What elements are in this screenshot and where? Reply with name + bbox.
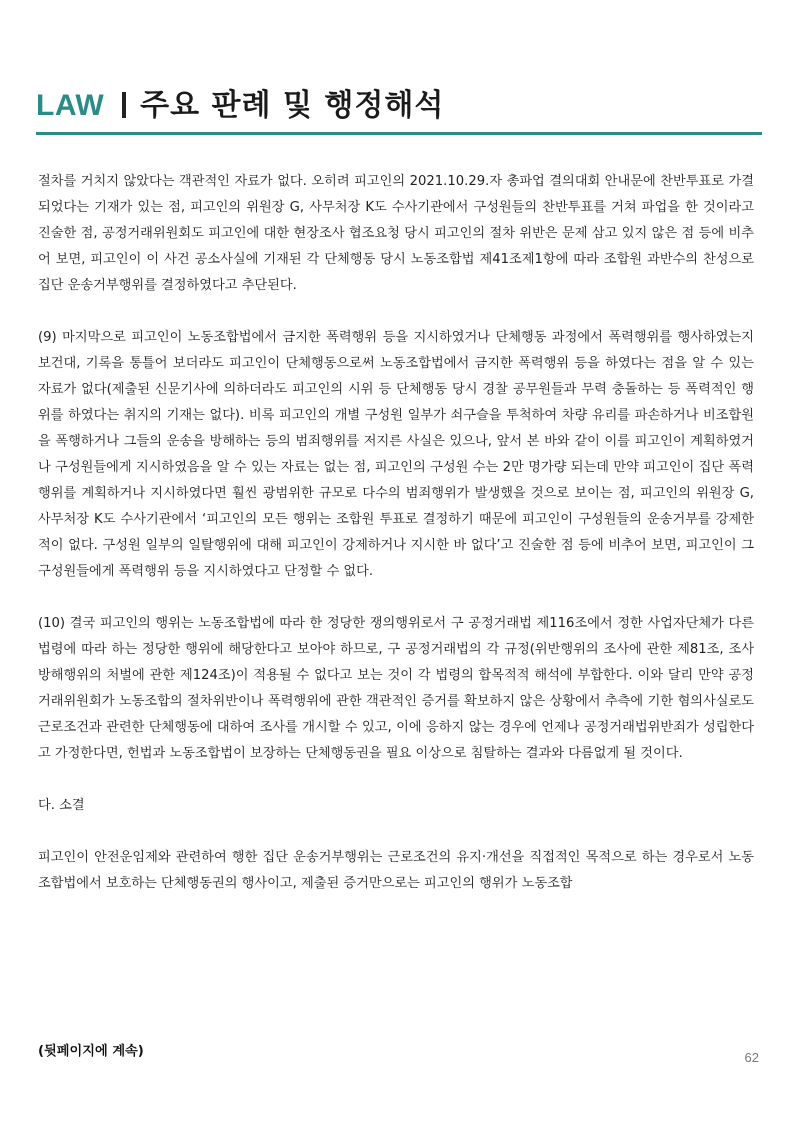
paragraph-4: 피고인이 안전운임제와 관련하여 행한 집단 운송거부행위는 근로조건의 유지·개선을 직접적인 목적으로 하는 경우로서 노동조합법에서 보호하는 단체행동권의 행사이고, 제출된 증거만으로는 피고인의 행위가 노동조합 bbox=[38, 850, 754, 891]
paragraph-1: 절차를 거치지 않았다는 객관적인 자료가 없다. 오히려 피고인의 2021.10.29.자 총파업 결의대회 안내문에 찬반투표로 가결되었다는 기재가 있는 점, 피고인의 위원장 G, 사무처장 K도 수사기관에서 구성원들의 찬반투표를 거쳐 파업을 한 것이라고 진술한 점, 공정거래위원회도 피고인에 대한 현장조사 협조요청 당시 피고인의 절차 위반은 문제 삼고 있지 않은 점 등에 비추어 보면, 피고인이 이 사건 공소사실에 기재된 각 단체행동 당시 노동조합법 제41조제1항에 따라 조합원 과반수의 찬성으로 집단 운송거부행위를 결정하였다고 추단된다. bbox=[38, 174, 754, 293]
header-separator bbox=[122, 92, 126, 118]
law-label: LAW bbox=[36, 89, 105, 122]
paragraph-gap bbox=[38, 819, 754, 845]
paragraph-gap bbox=[38, 299, 754, 325]
paragraph-gap bbox=[38, 585, 754, 611]
subheading-conclusion: 다. 소결 bbox=[38, 798, 85, 813]
paragraph-3: (10) 결국 피고인의 행위는 노동조합법에 따라 한 정당한 쟁의행위로서 구 공정거래법 제116조에서 정한 사업자단체가 다른 법령에 따라 하는 정당한 행위에 해당한다고 보아야 하므로, 구 공정거래법의 각 규정(위반행위의 조사에 관한 제81조, 조사방해행위의 처벌에 관한 제124조)이 적용될 수 없다고 보는 것이 각 법령의 합목적적 해석에 부합한다. 이와 달리 만약 공정거래위원회가 노동조합의 절차위반이나 폭력행위에 관한 객관적인 증거를 확보하지 않은 상황에서 추측에 기한 혐의사실로도 근로조건과 관련한 단체행동에 대하여 조사를 개시할 수 있고, 이에 응하지 않는 경우에 언제나 공정거래법위반죄가 성립한다고 가정한다면, 헌법과 노동조합법이 보장하는 단체행동권을 필요 이상으로 침탈하는 결과와 다름없게 될 것이다. bbox=[38, 616, 754, 761]
continue-note: (뒷페이지에 계속) bbox=[38, 1044, 144, 1059]
section-title: 주요 판례 및 행정해석 bbox=[140, 88, 445, 123]
page-number: 62 bbox=[744, 1050, 759, 1065]
page-header bbox=[36, 86, 762, 135]
article-body bbox=[38, 169, 754, 897]
paragraph-2: (9) 마지막으로 피고인이 노동조합법에서 금지한 폭력행위 등을 지시하였거나 단체행동 과정에서 폭력행위를 행사하였는지 보건대, 기록을 통틀어 보더라도 피고인이 단체행동으로써 노동조합법에서 금지한 폭력행위 등을 하였다는 점을 알 수 있는 자료가 없다(제출된 신문기사에 의하더라도 피고인의 시위 등 단체행동 당시 경찰 공무원들과 무력 충돌하는 등 폭력적인 행위를 하였다는 취지의 기재는 없다). 비록 피고인의 개별 구성원 일부가 쇠구슬을 투척하여 차량 유리를 파손하거나 비조합원을 폭행하거나 그들의 운송을 방해하는 등의 범죄행위를 저지른 사실은 있으나, 앞서 본 바와 같이 이를 피고인이 계획하였거나 구성원들에게 지시하였음을 알 수 있는 자료는 없는 점, 피고인의 구성원 수는 2만 명가량 되는데 만약 피고인이 집단 폭력행위를 계획하거나 지시하였다면 훨씬 광범위한 규모로 다수의 범죄행위가 발생했을 것으로 보이는 점, 피고인의 위원장 G, 사무처장 K도 수사기관에서 ‘피고인의 모든 행위는 조합원 투표로 결정하기 때문에 피고인이 구성원들의 운송거부를 강제한 적이 없다. 구성원 일부의 일탈행위에 대해 피고인이 강제하거나 지시한 바 없다’고 진술한 점 등에 비추어 보면, 피고인이 그 구성원들에게 폭력행위 등을 지시하였다고 단정할 수 없다. bbox=[38, 330, 754, 579]
header-title bbox=[36, 86, 444, 130]
paragraph-gap bbox=[38, 767, 754, 793]
